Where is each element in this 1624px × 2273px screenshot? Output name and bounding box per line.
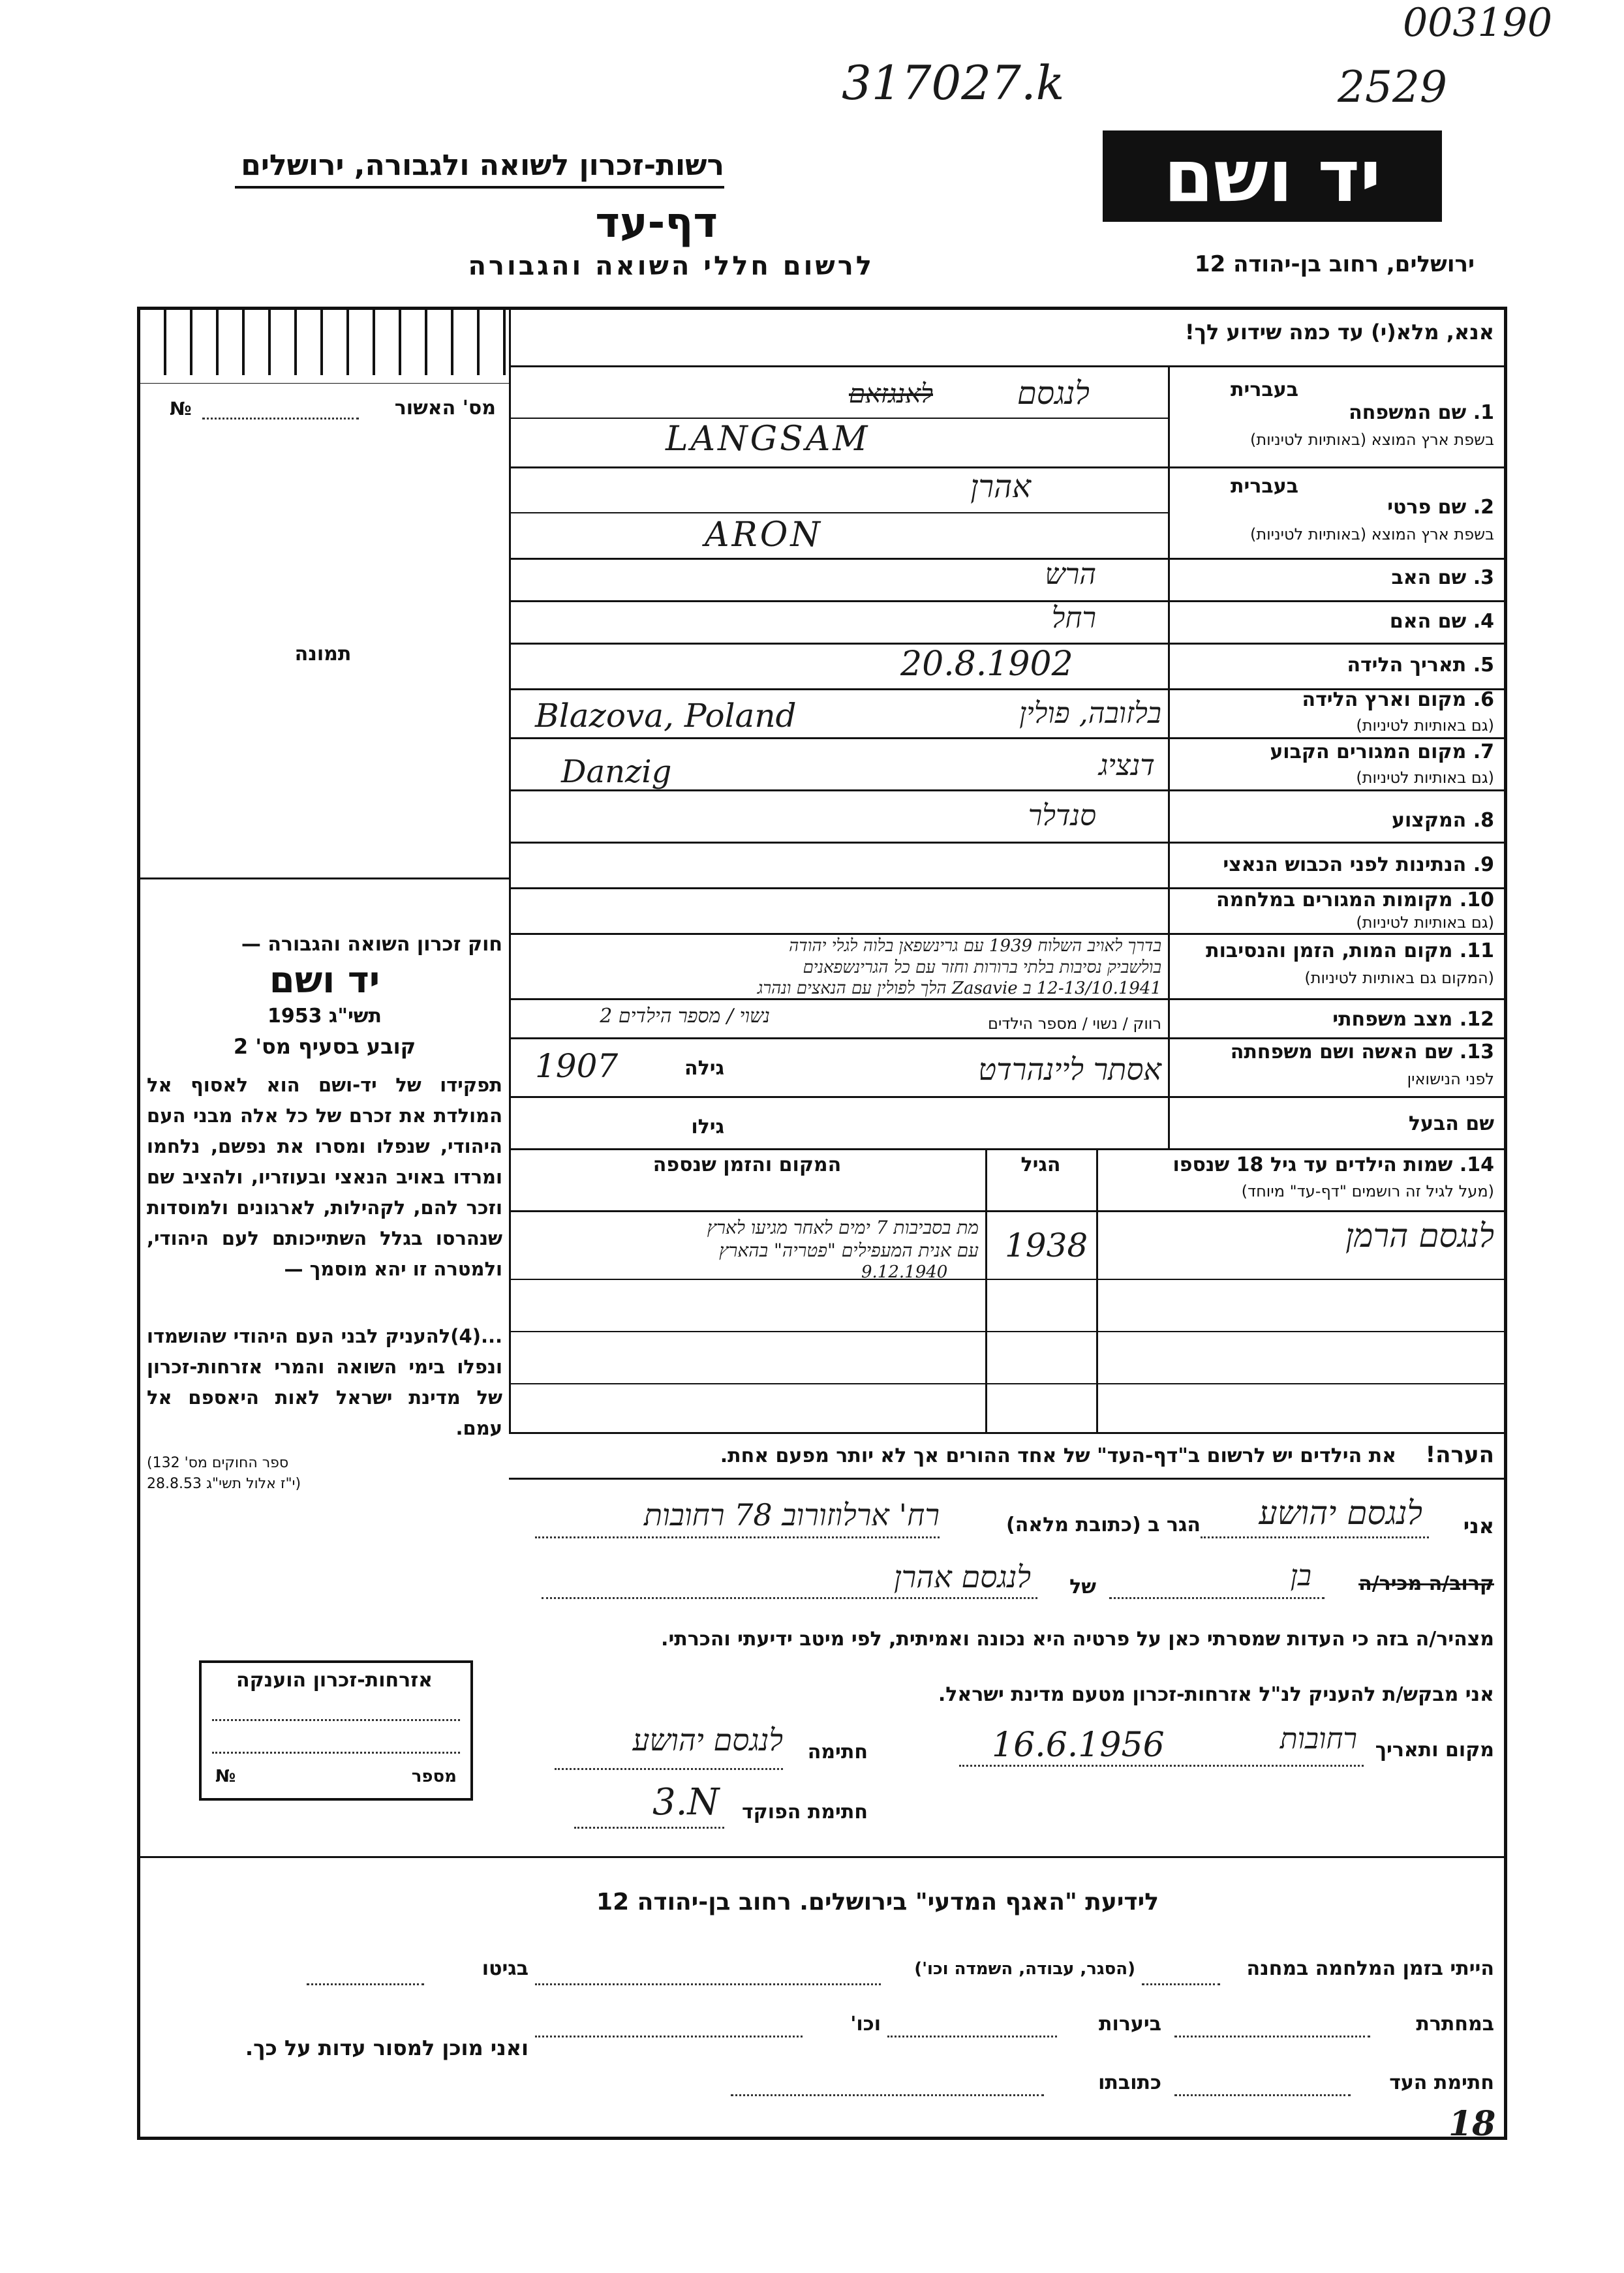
wife-age-label: גילה (684, 1057, 724, 1080)
approval-tick-boxes (140, 310, 509, 384)
label-residence: 7. מקום המגורים הקבוע (1270, 740, 1494, 763)
residence-latin: Danzig (561, 754, 672, 790)
label-wartime-residence: 10. מקומות המגורים במלחמה (1216, 889, 1494, 911)
children-col-place: המקום והזמן שנספה (652, 1153, 842, 1176)
label-first-name: 2. שם פרטי (1387, 496, 1494, 519)
footer-address-label: כתובתו (1098, 2071, 1161, 2094)
law-logo: יד ושם (269, 959, 380, 1001)
hebrew-tag-surname: בעברית (1231, 378, 1298, 401)
first-name-latin: ARON (705, 515, 823, 555)
footer-title: לידיעת "האגף המדעי" בירושלים. רחוב בן-יהודה 12 (596, 1889, 1159, 1915)
form-title: דף-עד (595, 199, 718, 247)
wife-name: אסתר ליינהרדט (978, 1052, 1161, 1087)
child-age: 1938 (1005, 1227, 1088, 1264)
label-wife-name: 13. שם האשה ושם משפחתה (1230, 1041, 1494, 1063)
request: אני מבקש/ת להעניק לנ"ל אזרחות-זכרון מטעם מדינת ישראל. (938, 1683, 1494, 1706)
footer-camp-label: הייתי בזמן המלחמה במחנה (1246, 1957, 1494, 1980)
label-husband-name: שם הבעל (1408, 1112, 1494, 1135)
death-circumstances-line3: 12-13/10.1941 ב Zasavie הלך לפולין עם הנאצים ונהרג (757, 979, 1161, 998)
submission-place: רחובות (1279, 1722, 1357, 1756)
family-status-options: רווק / נשוי / מספר הילדים (988, 1014, 1161, 1033)
relation-label: קרוב/ה מכיר/ה (1358, 1572, 1494, 1595)
footer-forests-label: ביערות (1099, 2013, 1161, 2036)
sub-first-name: בשפת ארץ המוצא (באותיות לטיניות) (1250, 525, 1494, 543)
footer-ghetto-label: בגיטו (482, 1957, 529, 1980)
footer-witness-signature-label: חתימת העד (1389, 2071, 1494, 2094)
child-death-line2: עם אנית המעפילים "פטריה" בהארץ (719, 1240, 979, 1261)
child-death-line1: מת בסביבות 7 ימים לאחר מגיעו לארץ (707, 1217, 979, 1238)
footer-etc-label: וכו' (850, 2013, 881, 2036)
organization-name: רשות-זכרון לשואה ולגבורה, ירושלים (235, 149, 724, 189)
approval-label: מס' האשור (394, 397, 496, 420)
of-label: של (1069, 1576, 1096, 1598)
surname-latin: LANGSAM (666, 420, 870, 459)
death-circumstances-line1: בדרך לאויב השלוח 1939 עם גרינשפאן בלוה לגלי יהודה (789, 936, 1161, 956)
header-address: ירושלים, רחוב בן-יהודה 12 (1194, 251, 1475, 277)
birth-date: 20.8.1902 (900, 645, 1073, 684)
footer-camp-types: (הסגר, עבודה, השמדה וכו') (914, 1959, 1135, 1979)
label-citizenship: 9. הנתינות לפני הכבוש הנאצי (1223, 853, 1494, 876)
sub-surname: בשפת ארץ המוצא (באותיות לטיניות) (1250, 431, 1494, 449)
law-clause: קובע בסעיף מס' 2 (233, 1034, 416, 1059)
husband-age-label: גילו (691, 1116, 724, 1138)
citizenship-box-title: אזרחות-זכרון הוענקה (236, 1669, 433, 1692)
approval-number-label: № (170, 398, 192, 420)
sub-wartime-residence: (גם באותיות לטיניות) (1356, 913, 1494, 932)
signature-label: חתימה (807, 1741, 868, 1763)
father-name: הרש (1045, 558, 1096, 591)
law-item-4: ...(4)להעניק לבני העם היהודי שהושמדו ונפלו בימי השואה והמרי אזרחות-זכרון של מדינת ישראל לאות היאספם אל עמם. (147, 1325, 502, 1439)
family-status: נשוי / מספר הילדים 2 (600, 1005, 770, 1028)
clerk-label: חתימת הפוקד (742, 1801, 868, 1823)
submitter-address: רח' ארלוזורוב 78 רחובות (643, 1497, 940, 1533)
child-death-date: 9.12.1940 (861, 1262, 948, 1282)
label-profession: 8. המקצוע (1392, 809, 1494, 832)
label-birth-date: 5. תאריך הלידה (1347, 654, 1494, 677)
law-year: תשי"ג 1953 (267, 1005, 382, 1028)
child-name: לנגסם הרמן (1345, 1217, 1494, 1255)
archive-page-number: 2529 (1338, 62, 1447, 112)
photo-label: תמונה (294, 643, 352, 665)
place-date-label: מקום ותאריך (1375, 1739, 1494, 1762)
law-title: חוק זכרון השואה והגבורה — (241, 933, 502, 956)
hebrew-tag-firstname: בעברית (1231, 475, 1298, 498)
sub-wife-name: לפני הנישואין (1407, 1070, 1494, 1088)
label-family-status: 12. מצב משפחתי (1332, 1008, 1494, 1031)
label-birthplace: 6. מקום וארץ הלידה (1302, 688, 1494, 711)
clerk-signature: 3.N (652, 1781, 720, 1823)
residence-hebrew: דנציג (1098, 749, 1155, 782)
note-label: הערה! (1425, 1442, 1494, 1468)
profession: סנדלר (1028, 799, 1096, 832)
wife-age: 1907 (535, 1047, 619, 1085)
label-surname: 1. שם המשפחה (1349, 401, 1494, 424)
children-col-age: הגיל (1020, 1153, 1061, 1176)
page-mark: 18 (1448, 2104, 1496, 2144)
birthplace-hebrew: בלזובה, פולין (1019, 697, 1161, 730)
left-column-divider (509, 310, 511, 1432)
footer-testimony-label: ואני מוכן למסור עדות על כך. (245, 2036, 529, 2060)
sub-death-place: (המקום גם באותיות לטיניות) (1304, 969, 1494, 987)
label-father-name: 3. שם האב (1391, 566, 1494, 589)
declaration: מצהיר/ה בזה כי העדות שמסרתי כאן על פרטיה היא נכונה ואמיתית, לפי מיטב ידיעתי והכרתי. (661, 1628, 1494, 1651)
ani-label: אני (1463, 1514, 1494, 1538)
yad-vashem-logo: יד ושם (1103, 130, 1442, 222)
children-label: 14. שמות הילדים עד גיל 18 שנספו (1172, 1153, 1494, 1176)
death-circumstances-line2: בולשביק נסיבות בלתי ברורות וחזר עם כל הגרינשפאנים (803, 958, 1161, 977)
relation: בן (1290, 1559, 1311, 1593)
archive-top-number: 003190 (1403, 0, 1553, 46)
residing-label: הגר ב (כתובת מלאה) (1005, 1514, 1201, 1536)
footer-underground-label: במחתרת (1416, 2013, 1494, 2036)
law-ref-2: י"ז אלול תשי"ג 28.8.53) (147, 1476, 301, 1492)
surname-struck: לאנגזאם (848, 379, 933, 409)
surname-hebrew: לנגסם (1017, 375, 1090, 412)
law-text: תפקידו של יד-ושם הוא לאסוף אל המולדת את זכרם של כל אלה מבני העם היהודי, שנפלו ומסרו את נפשם, נלחמו ומרדו באויב הנאצי ובעוזריו, ולהציב שם וזכר להם, לקהילות, לארגונים ולמוסדות שנהרסו בגלל השתייכותם לעם היהודי, ולמטרה זו יהא מוסמך — (147, 1074, 502, 1280)
sub-birthplace: (גם באותיות לטיניות) (1356, 716, 1494, 735)
first-name-hebrew: אהרן (970, 468, 1031, 505)
law-ref-1: (ספר החוקים מס' 132 (147, 1455, 289, 1471)
children-sub: (מעל לגיל זה רושמים "דף-עד" מיוחד) (1241, 1182, 1494, 1200)
sub-residence: (גם באותיות לטיניות) (1356, 769, 1494, 787)
submission-date: 16.6.1956 (992, 1726, 1165, 1765)
form-subtitle: לרשום חללי השואה והגבורה (468, 251, 874, 281)
submitter-signature: לנגסם יהושע (632, 1722, 783, 1758)
submitter-name: לנגסם יהושע (1259, 1494, 1422, 1532)
label-mother-name: 4. שם האם (1389, 610, 1494, 633)
label-death-place: 11. מקום המות, הזמן והנסיבות (1206, 939, 1494, 962)
mother-name: רחל (1051, 602, 1096, 635)
of-name: לנגסם אהרן (893, 1559, 1031, 1594)
form-intro: אנא, מלא(י) עד כמה שידוע לך! (1184, 320, 1494, 344)
citizenship-number-sign: № (215, 1767, 236, 1786)
citizenship-number-label: מספר (411, 1767, 457, 1786)
note-text: את הילדים יש לרשום ב"דף-העד" של אחד ההורים אך לא יותר מפעם אחת. (720, 1444, 1396, 1467)
birthplace-latin: Blazova, Poland (535, 697, 797, 735)
archive-item-number: 317027.k (842, 55, 1065, 110)
